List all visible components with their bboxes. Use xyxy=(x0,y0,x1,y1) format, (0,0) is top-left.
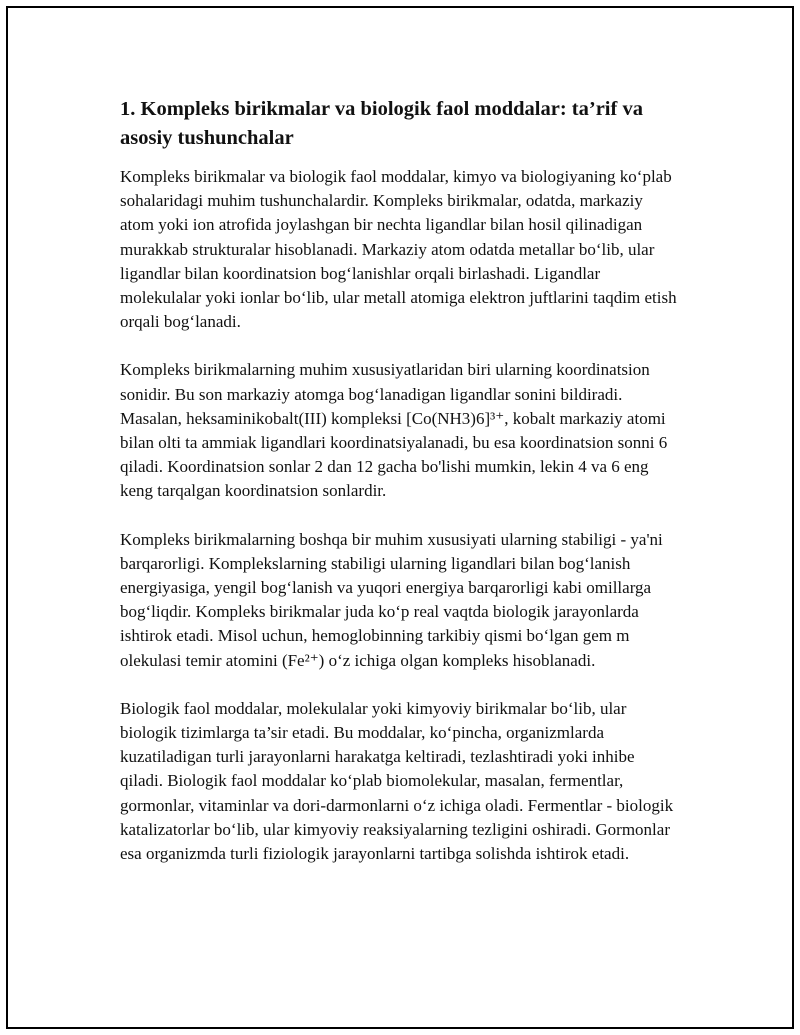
paragraph-4: Biologik faol moddalar, molekulalar yoki kimyoviy birikmalar bo‘lib, ular biologik tizimlarga ta’sir etadi. Bu moddalar, ko‘pincha, organizmlarda kuzatiladigan turli jarayonlarni harakatga keltiradi, tezlashtiradi yoki inhibe qiladi. Biologik faol moddalar ko‘plab biomolekular, masalan, fermentlar, gormonlar, vitaminlar va dori-darmonlarni o‘z ichiga oladi. Fermentlar - biologik katalizatorlar bo‘lib, ular kimyoviy reaksiyalarning tezligini oshiradi. Gormonlar esa organizmda turli fiziologik jarayonlarni tartibga solishda ishtirok etadi. xyxy=(120,698,674,864)
paragraph-3: Kompleks birikmalarning boshqa bir muhim xususiyati ularning stabiligi - ya'ni barqarorligi. Komplekslarning stabiligi ularning ligandlari bilan bog‘lanish energiyasiga, yengil bog‘lanish va yuqori energiya barqarorligi kabi omillarga bog‘liqdir. Kompleks birikmalar juda ko‘p real vaqtda biologik jarayonlarda ishtirok etadi. Misol uchun, hemoglobinning tarkibiy qismi bo‘lgan gem m olekulasi temir atomini (Fe²⁺) o‘z ichiga olgan kompleks hisoblanadi. xyxy=(120,529,663,670)
page-frame xyxy=(6,6,794,1029)
paragraph-2: Kompleks birikmalarning muhim xususiyatlaridan biri ularning koordinatsion sonidir. Bu son markaziy atomga bog‘lanadigan ligandlar sonini bildiradi. Masalan, heksaminikobalt(III) kompleksi [Co(NH3)6]³⁺, kobalt markaziy atomi bilan olti ta ammiak ligandlari koordinatsiyalanadi, bu esa koordinatsion sonni 6 qiladi. Koordinatsion sonlar 2 dan 12 gacha bo'lishi mumkin, lekin 4 va 6 eng keng tarqalgan koordinatsion sonlardir. xyxy=(120,360,668,501)
section-heading: 1. Kompleks birikmalar va biologik faol moddalar: ta’rif va asosiy tushunchalar xyxy=(120,98,643,149)
paragraph-1: Kompleks birikmalar va biologik faol moddalar, kimyo va biologiyaning ko‘plab sohalaridagi muhim tushunchalardir. Kompleks birikmalar, odatda, markaziy atom yoki ion atrofida joylashgan bir nechta ligandlar bilan hosil qilinadigan murakkab strukturalar hisoblanadi. Markaziy atom odatda metallar bo‘lib, ular ligandlar bilan koordinatsion bog‘lanishlar orqali birlashadi. Ligandlar molekulalar yoki ionlar bo‘lib, ular metall atomiga elektron juftlarini taqdim etish orqali bog‘lanadi. xyxy=(120,167,677,332)
document-body xyxy=(120,95,680,890)
